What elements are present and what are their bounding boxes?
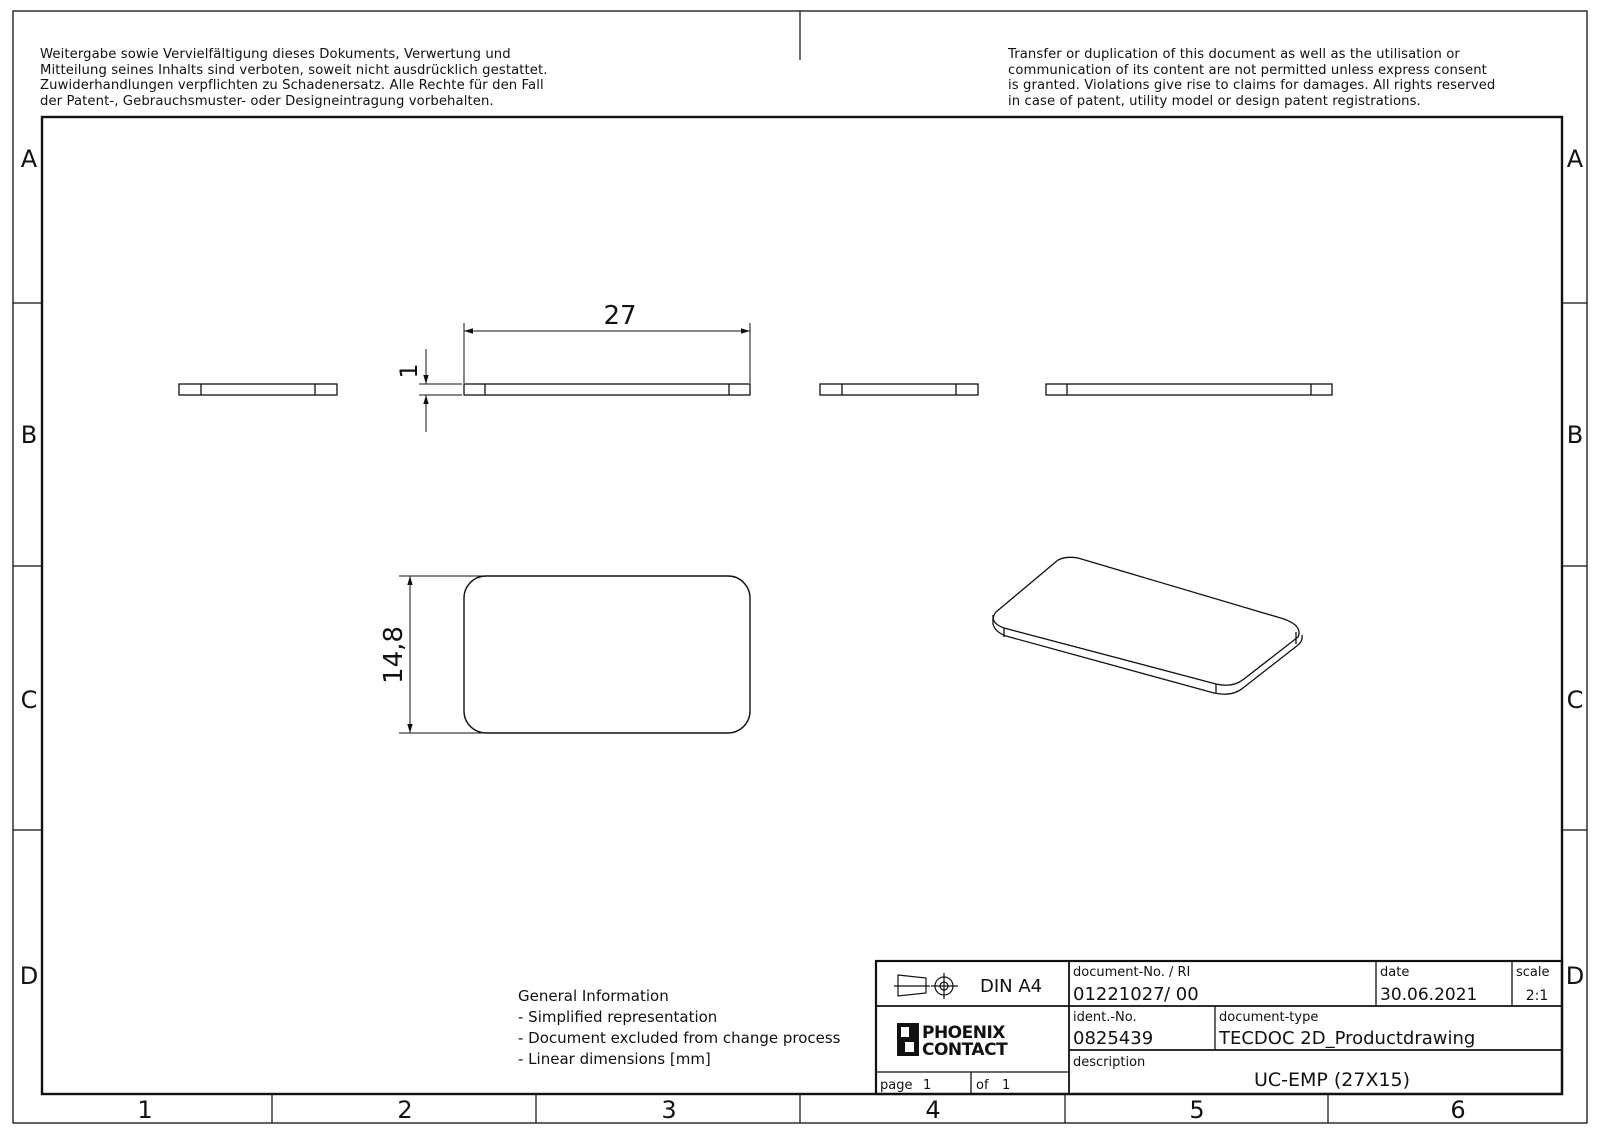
of-value: 1 bbox=[1002, 1078, 1011, 1093]
copyright-notice-german: Weitergabe sowie Vervielfältigung dieses Dokuments, Verwertung und Mitteilung seines Inhalts sind verboten, soweit nicht ausdrücklich gestattet. Zuwiderhandlungen verpflichten zu Schadenersatz. Alle Rechte für den Fall der Patent-, Gebrauchsmuster- oder Designeintragung vorbehalten. bbox=[40, 47, 548, 109]
column-label-6: 6 bbox=[1450, 1096, 1466, 1124]
inner-frame bbox=[42, 117, 1562, 1094]
general-info-item-1: - Simplified representation bbox=[518, 1008, 718, 1026]
sheet-format: DIN A4 bbox=[980, 976, 1043, 997]
row-label-c-left: C bbox=[20, 686, 38, 714]
row-label-a-right: A bbox=[1566, 145, 1584, 173]
row-label-a-left: A bbox=[20, 145, 38, 173]
dimension-height-value: 14,8 bbox=[379, 626, 409, 684]
column-label-2: 2 bbox=[397, 1096, 413, 1124]
row-label-c-right: C bbox=[1566, 686, 1584, 714]
side-view-right bbox=[820, 384, 978, 395]
row-label-d-left: D bbox=[19, 962, 39, 990]
dimension-length-value: 27 bbox=[603, 301, 637, 331]
top-view bbox=[464, 576, 750, 733]
description-value: UC-EMP (27X15) bbox=[1253, 1069, 1411, 1091]
row-label-b-right: B bbox=[1566, 421, 1584, 449]
doc-no-label: document-No. / RI bbox=[1073, 965, 1191, 980]
dimension-thickness bbox=[419, 349, 462, 432]
side-view-left bbox=[179, 384, 337, 395]
description-label: description bbox=[1073, 1055, 1146, 1070]
dimension-length bbox=[464, 323, 750, 383]
isometric-view bbox=[993, 557, 1302, 694]
row-label-d-right: D bbox=[1565, 962, 1585, 990]
row-zone-dividers bbox=[13, 303, 1587, 830]
dimension-height bbox=[399, 576, 486, 733]
general-info-item-3: - Linear dimensions [mm] bbox=[518, 1050, 711, 1068]
ident-value: 0825439 bbox=[1073, 1028, 1154, 1049]
rear-view bbox=[1046, 384, 1332, 395]
of-label: of bbox=[976, 1078, 989, 1093]
dimension-thickness-value: 1 bbox=[395, 363, 423, 379]
doc-no-value: 01221027 bbox=[1073, 984, 1165, 1005]
ident-label: ident.-No. bbox=[1073, 1010, 1137, 1025]
column-label-4: 4 bbox=[925, 1096, 941, 1124]
logo-line-1: PHOENIX bbox=[922, 1023, 1005, 1043]
copyright-notice-english: Transfer or duplication of this document as well as the utilisation or communication of its content are not permitted unless express consent is granted. Violations give rise to claims for damages. All rights reserved in case of patent, utility model or design patent registrations. bbox=[1008, 47, 1496, 109]
document-type-value: TECDOC 2D_Productdrawing bbox=[1219, 1028, 1476, 1049]
phoenix-contact-logo bbox=[897, 1023, 1008, 1060]
page-label: page bbox=[880, 1078, 913, 1093]
doc-revision-value: / 00 bbox=[1164, 984, 1199, 1005]
column-label-3: 3 bbox=[661, 1096, 677, 1124]
column-label-1: 1 bbox=[137, 1096, 153, 1124]
scale-value: 2:1 bbox=[1525, 988, 1549, 1004]
front-view bbox=[464, 384, 750, 395]
scale-label: scale bbox=[1516, 965, 1550, 980]
column-label-5: 5 bbox=[1189, 1096, 1205, 1124]
general-info-item-2: - Document excluded from change process bbox=[518, 1029, 841, 1047]
general-info-title: General Information bbox=[518, 987, 669, 1005]
date-value: 30.06.2021 bbox=[1380, 985, 1478, 1005]
date-label: date bbox=[1380, 965, 1410, 980]
document-type-label: document-type bbox=[1219, 1010, 1319, 1025]
column-zone-dividers bbox=[272, 1094, 1328, 1123]
logo-line-2: CONTACT bbox=[922, 1040, 1008, 1060]
projection-symbol-icon bbox=[894, 973, 958, 999]
row-label-b-left: B bbox=[20, 421, 38, 449]
page-value: 1 bbox=[923, 1078, 932, 1093]
outer-frame bbox=[13, 11, 1587, 1123]
